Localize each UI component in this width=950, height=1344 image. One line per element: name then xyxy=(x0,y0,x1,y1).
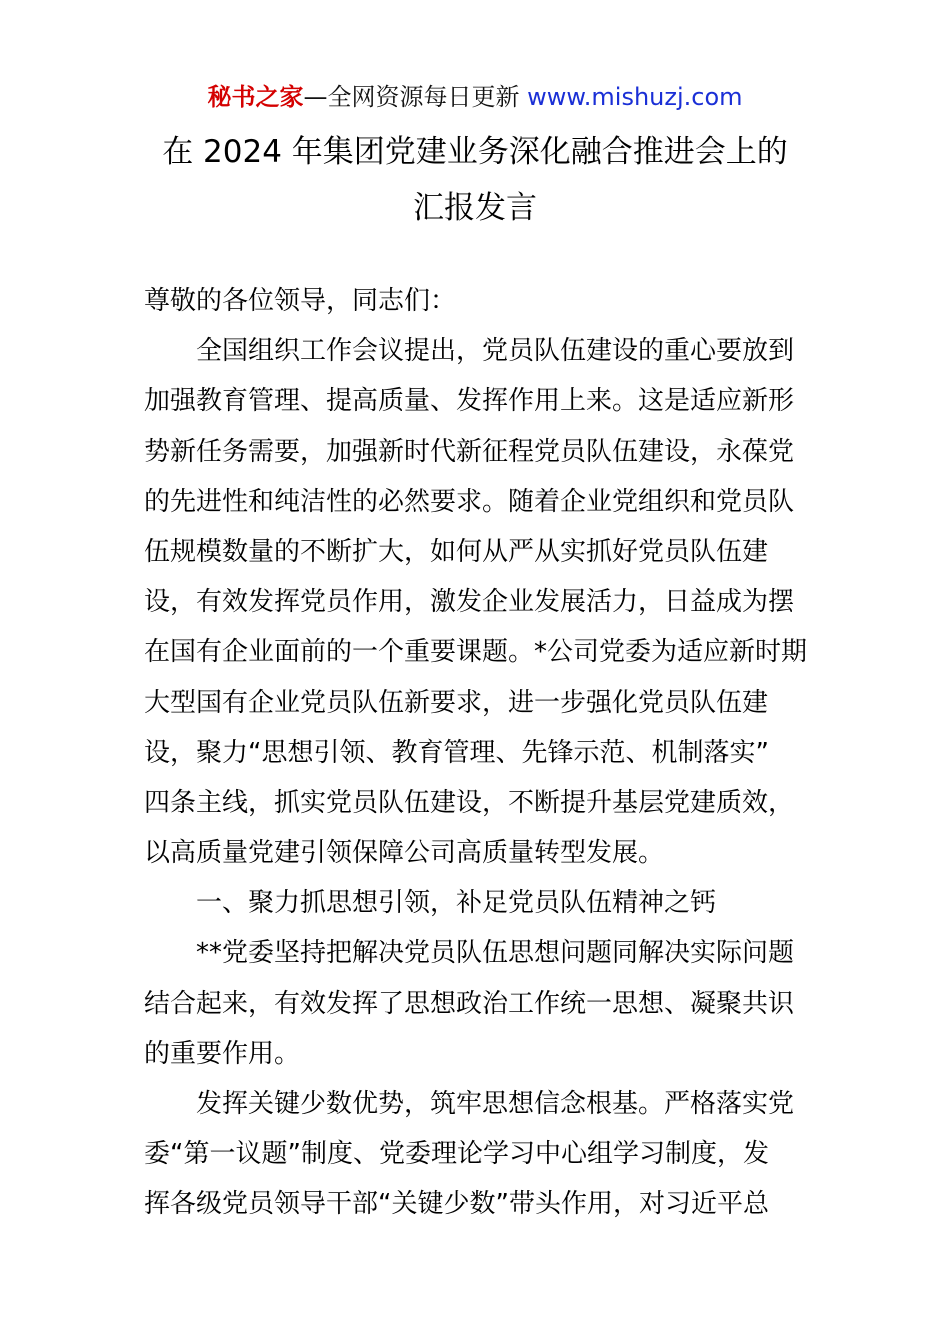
paragraph-line: 委“第一议题”制度、党委理论学习中心组学习制度，发 xyxy=(144,1139,769,1170)
title-line-1: 在 2024 年集团党建业务深化融合推进会上的 xyxy=(162,134,788,170)
title-line-2: 汇报发言 xyxy=(413,190,537,226)
paragraph-line: 的先进性和纯洁性的必然要求。随着企业党组织和党员队 xyxy=(144,486,795,517)
paragraph-line: 大型国有企业党员队伍新要求，进一步强化党员队伍建 xyxy=(144,687,769,718)
document-body xyxy=(144,276,812,1230)
paragraph-line: 在国有企业面前的一个重要课题。*公司党委为适应新时期 xyxy=(144,637,808,668)
paragraph-line: 的重要作用。 xyxy=(144,1038,301,1069)
site-url: www.mishuzj.com xyxy=(527,83,743,111)
paragraph-line: 设，聚力“思想引领、教育管理、先锋示范、机制落实” xyxy=(144,737,769,768)
brand-name: 秘书之家 xyxy=(207,83,304,111)
paragraph-line: 以高质量党建引领保障公司高质量转型发展。 xyxy=(144,838,665,869)
paragraph-line: 设，有效发挥党员作用，激发企业发展活力，日益成为摆 xyxy=(144,587,795,618)
paragraph-3 xyxy=(144,1079,812,1230)
section-heading-1: 一、聚力抓思想引领，补足党员队伍精神之钙 xyxy=(196,888,717,919)
paragraph-line: 加强教育管理、提高质量、发挥作用上来。这是适应新形 xyxy=(144,386,795,417)
paragraph-line: 伍规模数量的不断扩大，如何从严从实抓好党员队伍建 xyxy=(144,536,769,567)
paragraph-line: 挥各级党员领导干部“关键少数”带头作用，对习近平总 xyxy=(144,1189,769,1220)
paragraph-line: 结合起来，有效发挥了思想政治工作统一思想、凝聚共识 xyxy=(144,988,795,1019)
paragraph-line: 发挥关键少数优势，筑牢思想信念根基。严格落实党 xyxy=(196,1089,795,1119)
paragraph-2 xyxy=(144,928,812,1079)
paragraph-line: 势新任务需要，加强新时代新征程党员队伍建设，永葆党 xyxy=(144,436,795,467)
site-header xyxy=(0,80,950,114)
document-title xyxy=(0,124,950,236)
paragraph-line: 全国组织工作会议提出，党员队伍建设的重心要放到 xyxy=(196,336,795,367)
paragraph-line: 四条主线，抓实党员队伍建设，不断提升基层党建质效， xyxy=(144,787,795,818)
paragraph-line: **党委坚持把解决党员队伍思想问题同解决实际问题 xyxy=(196,938,795,969)
header-tagline: —全网资源每日更新 xyxy=(303,83,528,111)
paragraph-1 xyxy=(144,326,812,878)
greeting: 尊敬的各位领导，同志们： xyxy=(144,286,457,316)
